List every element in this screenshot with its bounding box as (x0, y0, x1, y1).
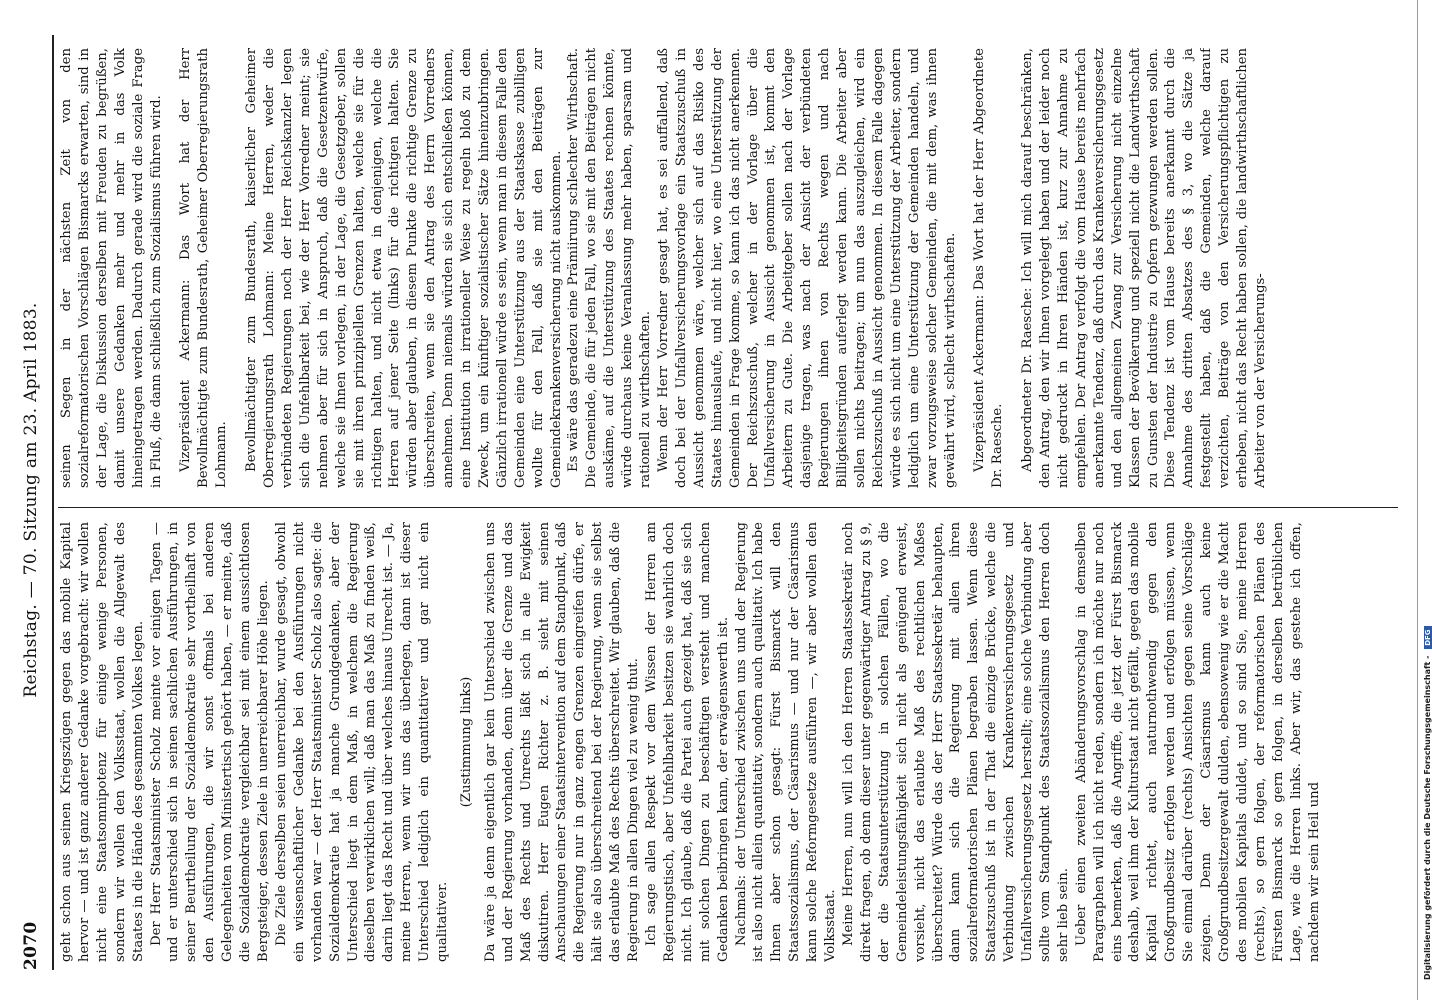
paragraph: Bevollmächtigter zum Bundesrath, kaiserlicher Geheimer Oberregierungsrath Lohmann: Meine Herren, weder die verbündeten Regierungen noch der Herr Reichskanzler legen sich die Unfehlbarkeit bei, wie der Herr Vorredner meint; sie nehmen aber für sich in Anspruch, daß die Gesetzentwürfe, welche sie Ihnen vorlegen, in der Lage, die Gesetzgeber, sollen sie mit ihren prinzipiellen Grenzen halten, welche sie für die richtigen halten, und nicht etwa in denjenigen, welche die Herren auf jener Seite (links) für die richtigen halten. Sie würden aber glauben, in diesem Punkte die richtige Grenze zu überschreiten, wenn sie den Antrag des Herrn Vorredners annehmen. Denn niemals würden sie sich entschließen können, eine Institution in irrationeller Weise zu regeln bloß zu dem Zweck, um ein künftiger sozialistischer Sätze hineinzubringen. Gänzlich irrationell würde es sein, wenn man in diesem Falle den Gemeinden eine Unterstützung aus der Staatskasse zubilligen wollte für den Fall, daß sie mit den Beiträgen zur Gemeindekrankenversicherung nicht auskommen. (244, 48, 564, 488)
paragraph: Wenn der Herr Vorredner gesagt hat, es sei auffallend, daß doch bei der Unfallversicherungsvorlage ein Staatszuschuß in Aussicht genommen wäre, welcher sich auf das Risiko des Staates hinauslaufe, und nicht hier, wo eine Unterstützung der Gemeinden in Frage komme, so kann ich das nicht anerkennen. Der Reichszuschuß, welcher in der Vorlage über die Unfallversicherung in Aussicht genommen ist, kommt den Arbeitern zu Gute. Die Arbeitgeber sollen nach der Vorlage dasjenige tragen, was nach der Ansicht der verbündeten Regierungen ihnen von Rechts wegen und nach Billigkeitsgründen auferlegt werden kann. Die Arbeiter aber sollen nichts beitragen; um nun das auszugleichen, wird ein Reichszuschuß in Aussicht genommen. In diesem Falle dagegen würde es sich nicht um eine Unterstützung der Arbeiter, sondern lediglich um eine Unterstützung der Gemeinden handeln, und zwar vorzugsweise solcher Gemeinden, die mit dem, was ihnen gewährt wird, schlecht wirthschaften. (656, 48, 958, 488)
paragraph: Die Ziele derselben seien unerreichbar, wurde gesagt, obwohl ein wissenschaftlicher Gedanke bei den Ausführungen nicht vorhanden war — der Herr Staatsminister Scholz also sagte: die Sozialdemokratie hat ja manche Grundgedanken, aber der Unterschied liegt in dem Maß, in welchem die Regierung dieselben verwirklichen will; daß man das Maß zu finden weiß, darin liegt das Recht und über welches hinaus Unrecht ist. — Ja, meine Herren, wenn wir uns das überlegen, dann ist dieser Unterschied lediglich ein quantitativer und gar nicht ein qualitativer. (273, 522, 451, 962)
paragraph: geht schon aus seinen Kriegszügen gegen das mobile Kapital hervor — und ist ganz anderer Gedanke vorgebracht: wir wollen nicht eine Staatsomnipotenz für einige wenige Personen, sondern wir wollen den Volksstaat, wollen die Allgewalt des Staates in die Hände des gesammten Volkes legen. (59, 522, 146, 962)
paragraph: Es wäre das geradezu eine Prämiirung schlechter Wirthschaft. Die Gemeinde, die für jeden Fall, wo sie mit den Beiträgen nicht auskäme, auf die Unterstützung des Staates rechnen könnte, würde durchaus keine Veranlassung mehr haben, sparsam und rationell zu wirthschaften. (566, 48, 654, 488)
header-rule (52, 35, 54, 970)
paragraph-spacer (959, 48, 971, 488)
page-header (18, 20, 44, 980)
paragraph: Ueber einen zweiten Abänderungsvorschlag in demselben Paragraphen will ich nicht reden, sondern ich möchte nur noch eins bemerken, daß die Angriffe, die jetzt der Fürst Bismarck deshalb, weil ihm der Kulturstaat nicht gefällt, gegen das mobile Kapital richtet, auch naturnothwendig gegen den Großgrundbesitz erfolgen werden und erfolgen müssen, wenn Sie einmal darüber (rechts) Ansichten gegen seine Vorschläge zeigen. Denn der Cäsarismus kann auch keine Großgrundbesitzergewalt dulden, ebensowenig wie er die Macht des mobilen Kapitals duldet, und so sind Sie, meine Herren (rechts), so gern folgen, der reformatorischen Plänen des Fürsten Bismarck so gern folgen, in derselben betrüblichen Lage, wie die Herren links. Aber wir, das gestehe ich offen, nachdem wir sein Heil und (1073, 522, 1322, 962)
paragraph: Nachmals: der Unterschied zwischen uns und der Regierung ist also nicht allein quantitativ, sondern auch qualitativ. Ich habe Ihnen aber schon gesagt: Fürst Bismarck will den Staatssozialismus, der Cäsarismus — und nur der Cäsarismus kann solche Reformgesetze ausführen —, wir aber wollen den Volksstaat. (733, 522, 839, 962)
paragraph-spacer (165, 48, 177, 488)
paragraph: Abgeordneter Dr. Raesche: Ich will mich darauf beschränken, den Antrag, den wir Ihnen vorgelegt haben und der leider noch nicht gedruckt in Ihren Händen ist, kurz zur Annahme zu empfehlen. Der Antrag verfolgt die vom Hause bereits mehrfach anerkannte Tendenz, daß durch das Krankenversicherungsgesetz und den allgemeinen Zwang zur Versicherung nicht einzelne Klassen der Bevölkerung und speziell nicht die Landwirthschaft zu Gunsten der Industrie zu Opfern gezwungen werden sollen. Diese Tendenz ist vom Hause bereits anerkannt durch die Annahme des dritten Absatzes des § 3, wo die Sätze ja festgestellt haben, daß die Gemeinden, welche darauf verzichten, Beiträge von den Versicherungspflichtigen zu erheben, nicht das Recht haben sollen, die landwirthschaftlichen Arbeiter von der Versicherungs- (1020, 48, 1268, 488)
right-text-column (58, 48, 1398, 488)
column-divider (58, 507, 1398, 508)
paragraph: seinen Segen in der nächsten Zeit von den sozialreformatorischen Vorschlägen Bismarcks erwarten, sind in der Lage, die Diskussion derselben mit Freuden zu begrüßen, damit unsere Gedanken mehr und mehr in das Volk hineingetragen werden. Dadurch gerade wird die soziale Frage in Fluß, die dann schließlich zum Sozialismus führen wird. (59, 48, 164, 488)
digitization-credit (1423, 0, 1432, 1000)
paragraph: Meine Herren, nun will ich den Herren Staatssekretär noch direkt fragen, ob denn dieser unter gegenwärtiger Antrag zu § 9, der die Staatsunterstützung in solchen Fällen, wo die Gemeindeleistungsfähigkeit sich nicht als genügend erweist, vorsieht, nicht das erlaubte Maß des rechtlichen Maßes überschreitet? Würde das der Herr Staatssekretär behaupten, dann kann sich die Regierung mit allen ihren sozialreformatorischen Plänen begraben lassen. Wenn diese Staatszuschuß ist in der That die einzige Brücke, welche die Verbindung zwischen Krankenversicherungsgesetz und Unfallversicherungsgesetz herstellt; eine solche Verbindung aber sollte vom Standpunkt des Staatssozialismus den Herren doch sehr lieb sein. (840, 522, 1071, 962)
stage-direction: (Zustimmung links) (458, 676, 474, 808)
paragraph: Der Herr Staatsminister Scholz meinte vor einigen Tagen — und er unterschied sich in seinen sachlichen Ausführungen, in seiner Beurtheilung der Sozialdemokratie sehr vortheilhaft von den Ausführungen, die wir sonst oftmals bei anderen Gelegenheiten vom Ministertisch gehört haben, — er meinte, daß die Sozialdemokratie vergleichbar sei mit einem aussichtlosen Bergsteiger, dessen Ziele in unerreichbarer Höhe liegen. (148, 522, 271, 962)
paragraph: Vizepräsident Ackermann: Das Wort hat der Herr Abgeordnete Dr. Raesche. (972, 48, 1006, 488)
paragraph: Ich sage allen Respekt vor dem Wissen der Herren am Regierungstisch, aber Unfehlbarkeit besitzen sie wahrlich doch nicht. Ich glaube, daß die Partei auch gezeigt hat, daß sie sich mit solchen Dingen zu beschäftigen versteht und manchen Gedanken beibringen kann, der erwägenswerth ist. (644, 522, 731, 962)
scan-edge-line (1417, 0, 1418, 1000)
page-number: 2070 (21, 921, 41, 970)
left-text-column (58, 522, 1398, 962)
paragraph: Da wäre ja denn eigentlich gar kein Unterschied zwischen uns und der Regierung vorhanden, denn über die Grenze und das Maß des Rechts und Unrechts läßt sich in alle Ewigkeit diskutiren. Herr Eugen Richter z. B. sieht mit seinen Anschauungen einer Staatsintervention auf dem Standpunkt, daß die Regierung nur in ganz engen Grenzen eingreifen dürfe, er hält sie also überschreitend bei der Regierung, wenn sie selbst das erlaubte Maß des Rechts überschreitet. Wir glauben, daß die Regierung in allen Dingen viel zu wenig thut. (482, 522, 642, 962)
running-title: Reichstag. — 70. Sitzung am 23. April 1883. (21, 302, 41, 698)
dfg-logo: DFG (1424, 626, 1432, 648)
digitization-credit-text: Digitalisierung gefördert durch die Deutsche Forschungsgemeinschaft - (1423, 655, 1432, 980)
paragraph: Vizepräsident Ackermann: Das Wort hat der Herr Bevollmächtigte zum Bundesrath, Geheimer Oberregierungsrath Lohmann. (178, 48, 230, 488)
paragraph-spacer (1007, 48, 1019, 488)
paragraph-spacer (231, 48, 243, 488)
